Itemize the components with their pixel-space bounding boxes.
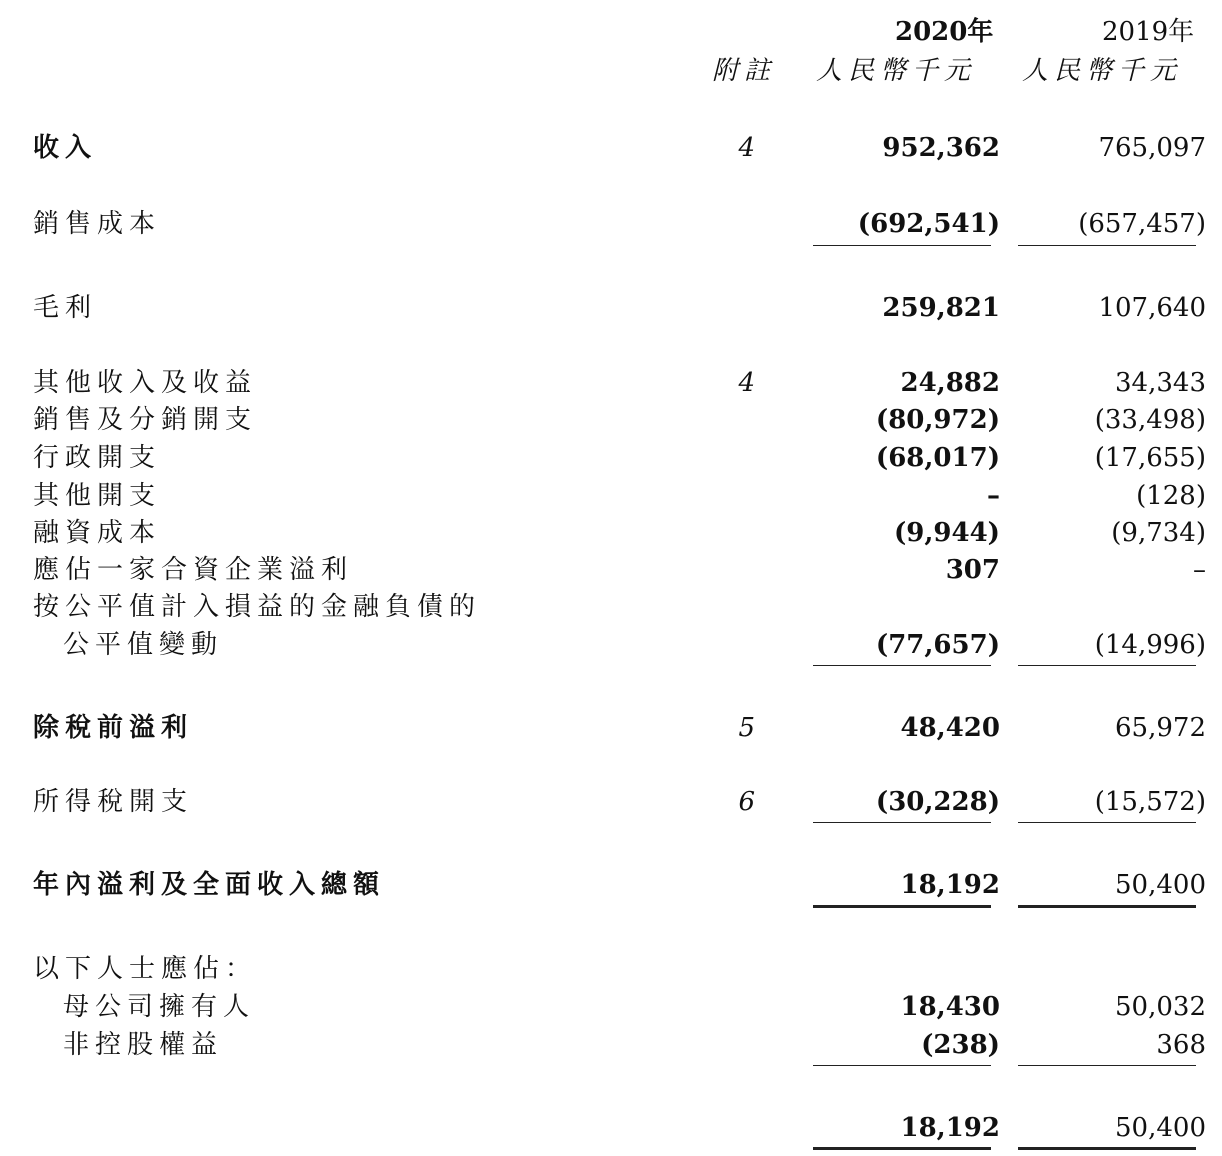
row-value-2019-total-comprehensive-income: 50,400 (1115, 870, 1206, 900)
row-value-2020-other-income: 24,882 (900, 368, 1000, 398)
header-year-2020: 2020年 (895, 17, 994, 47)
row-label-other-expenses: 其他開支 (33, 481, 162, 511)
row-value-2019-other-expenses: (128) (1136, 481, 1206, 511)
row-label-non-controlling: 非控股權益 (63, 1030, 224, 1060)
double-rule-2020-attributable-total (813, 1147, 991, 1150)
row-label-fvtpl-line1: 按公平值計入損益的金融負債的 (33, 592, 482, 622)
row-note-other-income: 4 (738, 368, 755, 398)
row-label-finance-costs: 融資成本 (33, 518, 162, 548)
double-rule-2020-total (813, 905, 991, 908)
rule-2020-income-tax (813, 822, 991, 823)
row-value-2019-admin-expenses: (17,655) (1094, 443, 1206, 473)
row-label-gross-profit: 毛利 (33, 293, 98, 323)
row-label-other-income: 其他收入及收益 (33, 368, 258, 398)
row-label-revenue: 收入 (33, 133, 98, 163)
row-value-2020-owners-of-parent: 18,430 (900, 992, 1000, 1022)
row-note-profit-before-tax: 5 (738, 713, 755, 743)
row-label-owners-of-parent: 母公司擁有人 (63, 992, 256, 1022)
rule-2019-non-controlling (1018, 1065, 1196, 1066)
row-value-2019-cost-of-sales: (657,457) (1078, 209, 1206, 239)
row-label-admin-expenses: 行政開支 (33, 443, 162, 473)
row-label-total-comprehensive-income: 年內溢利及全面收入總額 (33, 870, 386, 900)
row-note-revenue: 4 (738, 133, 755, 163)
row-value-2020-income-tax: (30,228) (875, 787, 1000, 817)
double-rule-2019-total (1018, 905, 1196, 908)
row-value-2019-selling-expenses: (33,498) (1094, 405, 1206, 435)
row-value-2020-other-expenses: – (987, 481, 1000, 511)
row-label-cost-of-sales: 銷售成本 (33, 209, 162, 239)
row-value-2020-cost-of-sales: (692,541) (857, 209, 1000, 239)
row-label-attributable-to: 以下人士應佔： (33, 954, 258, 984)
row-value-2020-profit-before-tax: 48,420 (900, 713, 1000, 743)
row-label-selling-expenses: 銷售及分銷開支 (33, 405, 258, 435)
row-label-jv-profit: 應佔一家合資企業溢利 (33, 555, 354, 585)
header-note-label: 附註 (712, 56, 777, 86)
double-rule-2019-attributable-total (1018, 1147, 1196, 1150)
row-label-income-tax: 所得稅開支 (33, 787, 194, 817)
row-value-2020-admin-expenses: (68,017) (875, 443, 1000, 473)
row-value-2020-fair-value-change: (77,657) (875, 630, 1000, 660)
row-label-profit-before-tax: 除稅前溢利 (33, 713, 194, 743)
row-value-2020-finance-costs: (9,944) (893, 518, 1000, 548)
row-value-2020-total-comprehensive-income: 18,192 (900, 870, 1000, 900)
header-year-2019: 2019年 (1102, 17, 1195, 47)
row-value-2020-selling-expenses: (80,972) (875, 405, 1000, 435)
row-value-2020-non-controlling: (238) (921, 1030, 1000, 1060)
row-value-2019-attributable-total: 50,400 (1115, 1113, 1206, 1143)
row-note-income-tax: 6 (738, 787, 755, 817)
rule-2019-income-tax (1018, 822, 1196, 823)
row-value-2019-jv-profit: – (1193, 555, 1206, 585)
rule-2020-non-controlling (813, 1065, 991, 1066)
row-value-2019-owners-of-parent: 50,032 (1115, 992, 1206, 1022)
rule-2019-fair-value-change (1018, 665, 1196, 666)
row-value-2020-revenue: 952,362 (882, 133, 1000, 163)
row-value-2019-fair-value-change: (14,996) (1094, 630, 1206, 660)
row-value-2020-gross-profit: 259,821 (882, 293, 1000, 323)
header-unit-2019: 人民幣千元 (1022, 56, 1183, 86)
rule-2020-cost-of-sales (813, 245, 991, 246)
row-value-2019-profit-before-tax: 65,972 (1115, 713, 1206, 743)
rule-2020-fair-value-change (813, 665, 991, 666)
row-value-2019-finance-costs: (9,734) (1111, 518, 1206, 548)
rule-2019-cost-of-sales (1018, 245, 1196, 246)
row-label-fair-value-change: 公平值變動 (63, 630, 224, 660)
row-value-2019-gross-profit: 107,640 (1098, 293, 1206, 323)
row-value-2019-income-tax: (15,572) (1094, 787, 1206, 817)
row-value-2019-other-income: 34,343 (1115, 368, 1206, 398)
row-value-2019-revenue: 765,097 (1098, 133, 1206, 163)
row-value-2020-jv-profit: 307 (945, 555, 1000, 585)
row-value-2020-attributable-total: 18,192 (900, 1113, 1000, 1143)
header-unit-2020: 人民幣千元 (816, 56, 977, 86)
row-value-2019-non-controlling: 368 (1156, 1030, 1206, 1060)
